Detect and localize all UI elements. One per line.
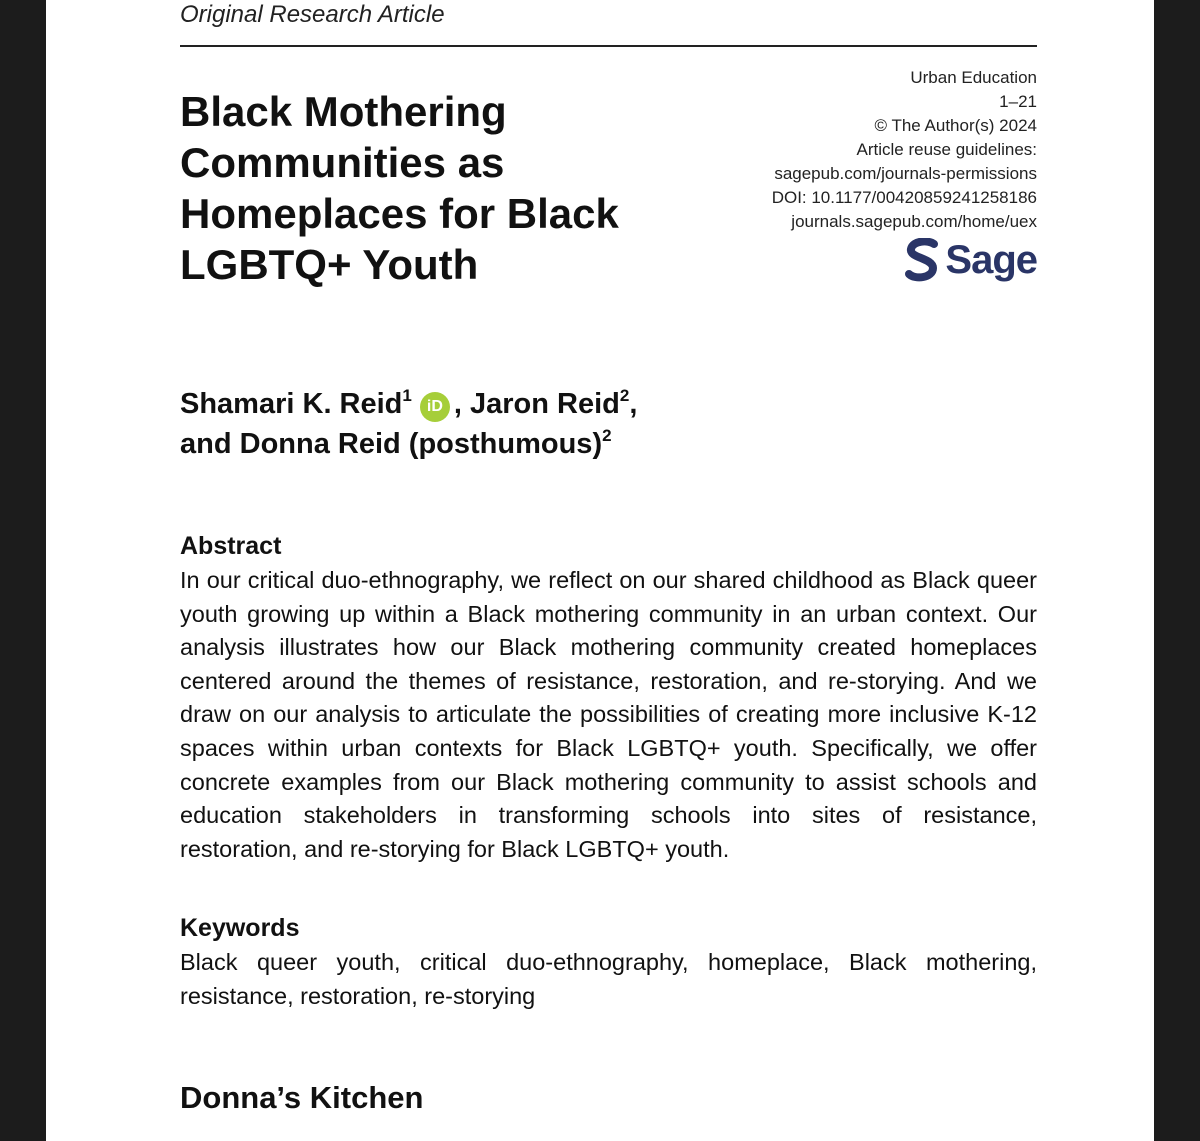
author-affiliation: 1 (402, 386, 412, 405)
abstract-text: In our critical duo-ethnography, we reflect on our shared childhood as Black queer youth growing up within a Black mothering community in an urban context. Our analysis illustrates how our Black mothering community created homeplaces centered around the themes of resistance, restoration, and re-storying. And we draw on our analysis to articulate the possibilities of creating more inclusive K-12 spaces within urban contexts for Black LGBTQ+ youth. Specifically, we offer concrete examples from our Black mothering community to assist schools and education stakeholders in transforming schools into sites of resistance, restoration, and re-storying for Black LGBTQ+ youth. (180, 567, 1037, 862)
author-affiliation: 2 (602, 426, 612, 445)
section-type-label: Original Research Article (180, 1, 445, 28)
author-name: Jaron Reid (470, 388, 620, 420)
keywords-text: Black queer youth, critical duo-ethnography, homeplace, Black mothering, resistance, restoration, re-storying (180, 949, 1037, 1009)
author-name: Donna Reid (posthumous) (239, 428, 603, 460)
journal-name: Urban Education (910, 68, 1037, 87)
author-list: Shamari K. Reid$^1$iD , Jaron Reid$^2$, and Donna Reid (posthumous)$^2$ (180, 386, 638, 460)
sage-wordmark: Sage (945, 238, 1037, 282)
reuse-link[interactable]: sagepub.com/journals-permissions (774, 164, 1037, 183)
sage-logo (905, 236, 1037, 284)
section-heading: Donna’s Kitchen (180, 1080, 424, 1115)
page-range: 1–21 (999, 92, 1037, 111)
orcid-icon[interactable]: iD (420, 392, 450, 422)
journal-home-link[interactable]: journals.sagepub.com/home/uex (791, 212, 1037, 231)
header-rule (180, 45, 1037, 47)
abstract-heading: Abstract (180, 532, 282, 560)
article-title: Black Mothering Communities as Homeplaces for Black LGBTQ+ Youth (180, 88, 619, 288)
journal-meta (677, 66, 1037, 234)
article-page (46, 0, 1154, 1141)
reuse-label: Article reuse guidelines: (856, 140, 1037, 159)
author-affiliation: 2 (619, 386, 630, 405)
sage-s-logo-icon (905, 238, 939, 282)
keywords-heading: Keywords (180, 914, 300, 942)
doi[interactable]: DOI: 10.1177/00420859241258186 (771, 188, 1037, 207)
author-prefix: and (180, 428, 232, 460)
copyright: © The Author(s) 2024 (874, 116, 1037, 135)
author-name: Shamari K. Reid (180, 388, 403, 420)
